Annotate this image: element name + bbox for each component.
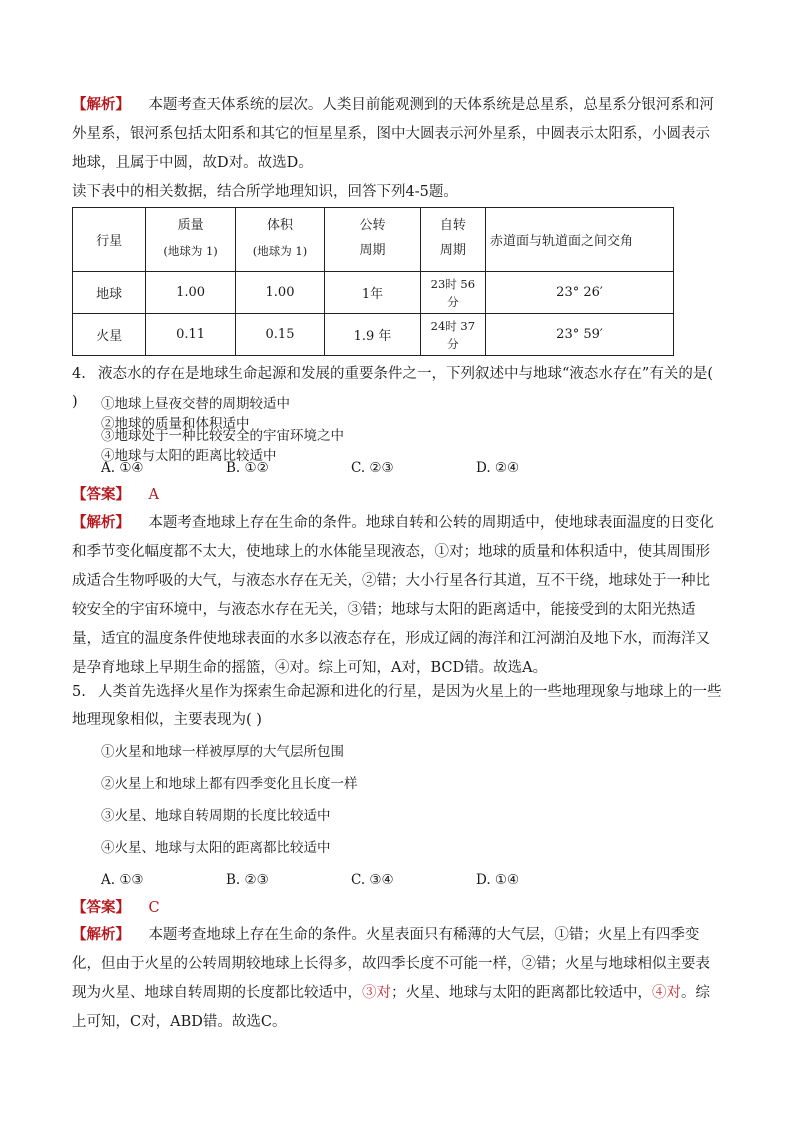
table-row xyxy=(73,272,674,314)
table-intro: 读下表中的相关数据，结合所学地理知识，回答下列4-5题。 xyxy=(72,184,458,200)
table-header-row xyxy=(73,208,674,272)
header-revolution xyxy=(325,208,420,272)
option-item: ③火星、地球自转周期的长度比较适中 xyxy=(101,808,331,824)
cell-tilt: 23° 59′ xyxy=(486,314,674,356)
header-mass-line2: (地球为 1) xyxy=(163,243,218,258)
answer-value: C xyxy=(148,900,160,916)
analysis-text-part-2: ；火星、地球与太阳的距离都比较适中， xyxy=(391,985,652,1001)
cell-revolution: 1年 xyxy=(325,272,420,314)
choice-b: B. ②③ xyxy=(226,872,269,888)
option-item: ④火星、地球与太阳的距离都比较适中 xyxy=(101,840,331,856)
cell-rotation xyxy=(420,314,485,356)
cell-revolution: 1.9 年 xyxy=(325,314,420,356)
analysis-text-part-3: 。综上可知，C对，ABD错。故选C。 xyxy=(72,985,710,1030)
option-item: ④地球与太阳的距离比较适中 xyxy=(101,448,277,464)
analysis-label: 【解析】 xyxy=(72,96,130,113)
option-item: ②地球的质量和体积适中 xyxy=(101,416,250,432)
cell-volume: 1.00 xyxy=(235,272,324,314)
question-number: 5. xyxy=(72,684,86,700)
question-4-choices xyxy=(101,458,601,478)
analysis-text: 本题考查天体系统的层次。人类目前能观测到的天体系统是总星系，总星系分银河系和河外星系，银河系包括太阳系和其它的恒星星系，图中大圆表示河外星系，中圆表示太阳系，小圆表示地球，且属于中圆，故D对。故选D。 xyxy=(72,97,714,171)
cell-planet: 火星 xyxy=(73,314,146,356)
question-5-choices xyxy=(101,870,601,890)
question-5-stem xyxy=(72,678,722,734)
option-item: ③地球处于一种比较安全的宇宙环境之中 xyxy=(101,428,344,444)
question-4-analysis xyxy=(72,508,722,683)
table-row xyxy=(73,314,674,356)
cell-planet: 地球 xyxy=(73,272,146,314)
analysis-text: 本题考查地球上存在生命的条件。地球自转和公转的周期适中，使地球表面温度的日变化和季节变化幅度都不太大，使地球上的水体能呈现液态，①对；地球的质量和体积适中，使其周围形成适合生物呼吸的大气，与液态水存在无关，②错；大小行星各行其道，互不干绕，地球处于一种比较安全的宇宙环境中，与液态水存在无关，③错；地球与太阳的距离适中，能接受到的太阳光热适量，适宜的温度条件使地球表面的水多以液态存在，形成辽阔的海洋和江河湖泊及地下水，而海洋又是孕育地球上早期生命的摇篮，④对。综上可知，A对，BCD错。故选A。 xyxy=(72,515,714,676)
cell-mass: 1.00 xyxy=(146,272,235,314)
answer-label: 【答案】 xyxy=(72,899,130,916)
header-rotation-line2: 周期 xyxy=(439,242,466,258)
choice-c: C. ②③ xyxy=(351,460,394,476)
cell-mass: 0.11 xyxy=(146,314,235,356)
header-revolution-line1: 公转 xyxy=(359,217,386,233)
question-text: 液态水的存在是地球生命起源和发展的重要条件之一，下列叙述中与地球“液态水存在”有关的是( ) xyxy=(72,366,713,410)
cell-rotation-line2: 分 xyxy=(447,336,459,351)
cell-rotation-line2: 分 xyxy=(447,294,459,309)
header-volume xyxy=(235,208,324,272)
header-rotation xyxy=(420,208,485,272)
answer-label: 【答案】 xyxy=(72,486,130,503)
header-planet: 行星 xyxy=(73,208,146,272)
analysis-highlight-2: ④对 xyxy=(652,985,681,1001)
planet-data-table xyxy=(72,207,674,356)
choice-a: A. ①④ xyxy=(101,460,144,476)
cell-rotation-line1: 24时 37 xyxy=(430,318,476,333)
analysis-label: 【解析】 xyxy=(72,514,130,531)
cell-rotation-line1: 23时 56 xyxy=(430,276,476,291)
question-5-analysis xyxy=(72,920,722,1037)
option-item: ①火星和地球一样被厚厚的大气层所包围 xyxy=(101,744,344,760)
header-rotation-line1: 自转 xyxy=(439,217,466,233)
choice-b: B. ①② xyxy=(226,460,269,476)
question-text: 人类首先选择火星作为探索生命起源和进化的行星，是因为火星上的一些地理现象与地球上的一些地理现象相似，主要表现为( ) xyxy=(72,684,722,728)
cell-tilt: 23° 26′ xyxy=(486,272,674,314)
answer-value: A xyxy=(148,487,159,503)
analysis-highlight-1: ③对 xyxy=(362,985,391,1001)
header-mass-line1: 质量 xyxy=(177,217,204,233)
choice-a: A. ①③ xyxy=(101,872,144,888)
header-volume-line1: 体积 xyxy=(267,217,294,233)
cell-volume: 0.15 xyxy=(235,314,324,356)
header-tilt: 赤道面与轨道面之间交角 xyxy=(486,208,674,272)
question-4-answer xyxy=(72,480,722,510)
cell-rotation xyxy=(420,272,485,314)
header-volume-line2: (地球为 1) xyxy=(252,243,308,258)
choice-c: C. ③④ xyxy=(351,872,394,888)
question-number: 4. xyxy=(72,366,86,382)
header-mass xyxy=(146,208,235,272)
header-revolution-line2: 周期 xyxy=(359,242,386,258)
analysis-text-part-1: 本题考查地球上存在生命的条件。火星表面只有稀薄的大气层，①错；火星上有四季变化，但由于火星的公转周期较地球上长得多，故四季长度不可能一样，②错；火星与地球相似主要表现为火星、地球自转周期的长度都比较适中， xyxy=(72,927,710,1001)
analysis-label: 【解析】 xyxy=(72,926,130,943)
analysis-1-paragraph xyxy=(72,90,722,178)
option-item: ②火星上和地球上都有四季变化且长度一样 xyxy=(101,776,358,792)
choice-d: D. ①④ xyxy=(476,872,520,888)
question-5-answer xyxy=(72,893,722,923)
choice-d: D. ②④ xyxy=(476,460,520,476)
option-item: ①地球上昼夜交替的周期较适中 xyxy=(101,396,290,412)
